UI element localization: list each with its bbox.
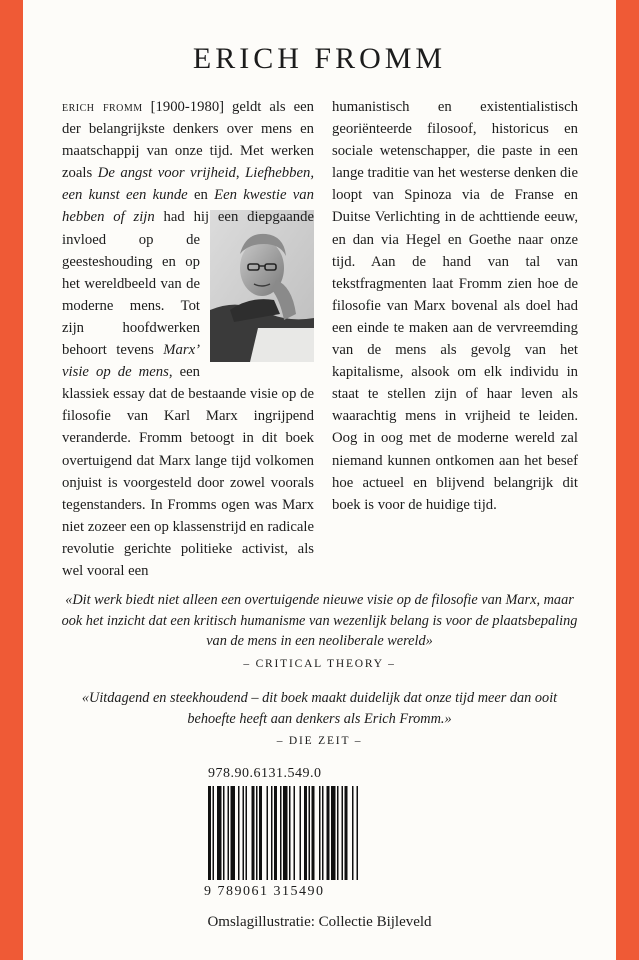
blurb-column-left	[62, 96, 314, 582]
blurb-left-paragraph: erich fromm [1900-1980] geldt als een der belangrijkste denkers over mens en maatschappij van onze tijd. Met werken zoals De angst voor vrijheid, Liefhebben, een kunst een kunde en Een kwestie van hebben of zijn had hij een diepgaande invloed op de geesteshouding en op het wereldbeeld van de moderne mens. Tot zijn hoofdwerken behoort tevens Marx’ visie op de mens, een klassiek essay dat de bestaande visie op de filosofie van Karl Marx ingrijpend veranderde. Fromm betoogt in dit boek overtuigend dat Marx lange tijd volkomen onjuist is voorgesteld door zowel voorals tegenstanders. In Fromms ogen was Marx niet zozeer een op klassenstrijd en radicale revolutie gerichte politieke activist, als wel vooral een	[62, 99, 315, 579]
barcode-bar	[267, 786, 269, 880]
barcode-bar	[271, 786, 273, 880]
barcode-bar	[327, 786, 330, 880]
barcode-bar	[357, 786, 359, 880]
book-title-reference: De angst voor vrijheid	[97, 165, 236, 182]
review-quote-source: – DIE ZEIT –	[276, 735, 363, 747]
left-color-stripe	[0, 0, 23, 960]
barcode-bar	[331, 786, 336, 880]
barcode-bar	[228, 786, 230, 880]
barcode-number: 9 789061 315490	[204, 884, 325, 899]
barcode-bar	[345, 786, 348, 880]
barcode-bar	[337, 786, 339, 880]
blurb-column-right	[332, 96, 578, 516]
barcode-bar	[322, 786, 324, 880]
book-title-reference: Marx’ visie op de mens	[62, 342, 200, 381]
barcode-bar	[246, 786, 248, 880]
review-quote	[60, 590, 579, 674]
isbn-number: 978.90.6131.549.0	[208, 766, 322, 781]
barcode-bar	[289, 786, 291, 880]
book-title-reference: Een kwestie van hebben of zijn	[62, 187, 314, 226]
barcode-bar	[309, 786, 311, 880]
review-quote-text: «Uitdagend en steekhoudend – dit boek maakt duidelijk dat onze tijd meer dan ooit behoefte heeft aan denkers als Erich Fromm.»	[81, 690, 558, 727]
review-quote-text: «Dit werk biedt niet alleen een overtuigende nieuwe visie op de filosofie van Marx, maar ook het inzicht dat een kritisch humanisme van wezenlijk belang is voor de plaatsbepaling van de mens in een neoliberale wereld»	[61, 592, 578, 649]
barcode-bar	[300, 786, 302, 880]
barcode-bar	[256, 786, 258, 880]
review-quote-source: – CRITICAL THEORY –	[243, 657, 396, 670]
barcode-bar	[259, 786, 262, 880]
barcode-bar	[223, 786, 225, 880]
right-color-stripe	[616, 0, 639, 960]
author-name-smallcaps: erich fromm	[62, 99, 143, 115]
barcode-bar	[274, 786, 277, 880]
barcode-bar	[217, 786, 222, 880]
barcode-bar	[208, 786, 211, 880]
barcode-bar	[283, 786, 288, 880]
barcode-bar	[304, 786, 307, 880]
barcode-bar	[352, 786, 354, 880]
barcode-bar	[294, 786, 296, 880]
barcode-bar	[243, 786, 245, 880]
blurb-right-paragraph: humanistisch en existentialistisch georiënteerde filosoof, historicus en sociale wetenschapper, die paste in een lange traditie van het westerse denken die loopt van Spinoza via de Franse en Duitse Verlichting in de achttiende eeuw, en dan via Hegel en Goethe naar onze tijd. Aan de hand van tal van tekstfragmenten laat Fromm zien hoe de filosofie van Marx bovenal als doel had een einde te maken aan de vervreemding van de mens als gevolg van het kapitalisme, alsook om elk individu in staat te stellen zijn of haar leven als waarachtig mens in vrijheid te leiden. Oog in oog met de moderne wereld zal niemand kunnen ontkomen aan het besef hoe actueel en blijvend belangrijk dit boek is voor de huidige tijd.	[332, 99, 578, 513]
barcode-bar	[252, 786, 255, 880]
barcode-bar	[238, 786, 240, 880]
author-portrait-photo	[210, 210, 314, 362]
book-title: ERICH FROMM	[192, 42, 447, 75]
review-quote	[60, 688, 579, 752]
barcode-bar	[342, 786, 344, 880]
barcode-bar	[312, 786, 315, 880]
barcode-bar	[213, 786, 215, 880]
barcode-bar	[319, 786, 321, 880]
barcode-bar	[280, 786, 282, 880]
barcode-bar	[231, 786, 236, 880]
cover-illustration-credit: Omslagillustratie: Collectie Bijleveld	[207, 914, 432, 930]
book-title-reference: Liefhebben, een kunst een kunde	[62, 165, 315, 204]
isbn-barcode	[206, 786, 434, 882]
